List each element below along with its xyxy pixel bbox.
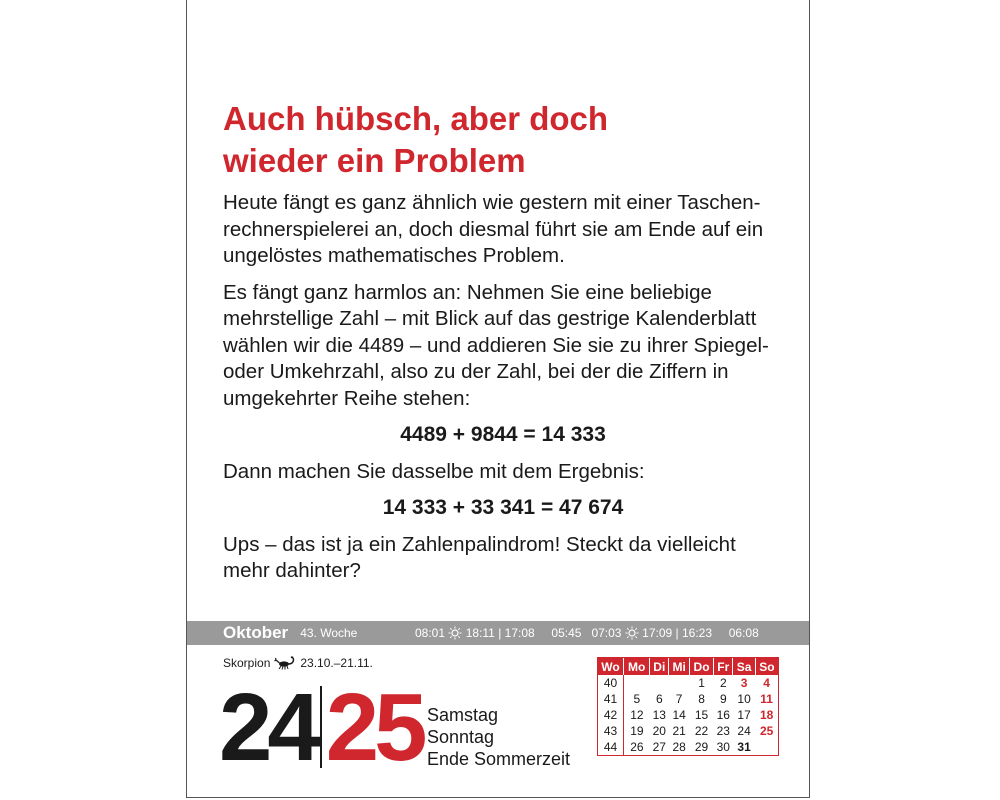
day-cell: 21 <box>672 724 686 738</box>
day-cell: 16 <box>716 708 730 722</box>
zodiac-range: 23.10.–21.11. <box>300 656 373 670</box>
mini-calendar-week-row <box>598 675 778 691</box>
title-line-1: Auch hübsch, aber doch <box>223 100 609 137</box>
day-cell: 6 <box>655 692 663 706</box>
day-cell: 27 <box>652 740 666 754</box>
day-cell: 29 <box>694 740 709 754</box>
date-divider <box>320 686 322 768</box>
article-body <box>223 190 783 595</box>
sun-moonrise: 16:23 <box>682 625 713 640</box>
day-cell: 11 <box>760 692 773 706</box>
divider: | <box>498 625 502 640</box>
holiday-note: Ende Sommerzeit <box>427 749 571 769</box>
info-bar <box>187 621 809 645</box>
day-cell: 24 <box>737 724 751 738</box>
moon-icon <box>715 627 725 640</box>
equation-1: 4489 + 9844 = 14 333 <box>400 423 606 446</box>
day-cell: 1 <box>698 676 705 690</box>
sun-icon <box>448 626 462 640</box>
week-label: 43. Woche <box>300 626 358 640</box>
sat-moonrise: 17:08 <box>504 625 535 640</box>
day-cell: 19 <box>630 724 644 738</box>
moon-icon <box>538 627 548 640</box>
day-cell: 3 <box>740 676 748 690</box>
mini-calendar-table <box>598 658 778 755</box>
sun-sunset: 17:09 <box>642 625 673 640</box>
day-name-saturday: Samstag <box>427 705 499 725</box>
mini-calendar <box>597 657 779 756</box>
sun-icon <box>625 626 639 640</box>
day-cell: 4 <box>763 676 770 690</box>
day-cell <box>669 675 690 691</box>
week-number-cell: 40 <box>598 675 624 691</box>
day-cell: 2 <box>719 676 727 690</box>
month-label: Oktober <box>223 623 289 642</box>
header-cell: Mi <box>669 658 690 675</box>
day-cell: 9 <box>719 692 727 706</box>
day-cell: 20 <box>652 724 666 738</box>
header-cell: Wo <box>598 658 624 675</box>
day-cell: 7 <box>675 692 683 706</box>
day-cell: 5 <box>633 692 641 706</box>
mini-calendar-week-row <box>598 691 778 707</box>
paragraph-2: Es fängt ganz harmlos an: Nehmen Sie eine beliebige mehrstellige Zahl – mit Blick auf das gestrige Kalenderblatt wählen wir die 4489 – und addieren Sie sie zu ihrer Spiegel- oder Umkehrzahl, also zu der Zahl, bei der die Ziffern in umgekehrter Reihe stehen: <box>223 280 769 410</box>
day-cell: 23 <box>716 724 730 738</box>
sat-sunset: 18:11 <box>465 625 495 640</box>
header-cell: Fr <box>714 658 733 675</box>
sat-sunrise: 08:01 <box>415 625 446 640</box>
sun-sunrise: 07:03 <box>591 625 622 640</box>
day-cell: 30 <box>716 740 730 754</box>
sat-moonset: 05:45 <box>551 625 582 640</box>
day-cell <box>650 675 669 691</box>
day-cell: 31 <box>737 740 751 754</box>
day-cell: 25 <box>759 724 774 738</box>
week-number-cell: 44 <box>598 739 624 755</box>
header-cell: Mo <box>624 658 650 675</box>
header-cell: So <box>755 658 778 675</box>
zodiac-info <box>223 656 373 670</box>
mini-calendar-week-row <box>598 723 778 739</box>
mini-calendar-week-row <box>598 707 778 723</box>
header-cell: Sa <box>733 658 755 675</box>
divider: | <box>675 625 679 640</box>
day-cell: 13 <box>652 708 666 722</box>
header-cell: Di <box>650 658 669 675</box>
week-number-cell: 41 <box>598 691 624 707</box>
day-cell: 18 <box>759 708 774 722</box>
header-cell: Do <box>689 658 713 675</box>
day-cell: 12 <box>630 708 644 722</box>
day-cell: 17 <box>737 708 751 722</box>
paragraph-1: Heute fängt es ganz ähnlich wie gestern mit einer Taschenrechnerspielerei an, doch diesmal führt sie am Ende auf ein ungelöstes mathematisches Problem. <box>223 191 764 267</box>
day-cell: 10 <box>737 692 751 706</box>
week-number-cell: 42 <box>598 707 624 723</box>
day-name-sunday: Sonntag <box>427 727 495 747</box>
week-number-cell: 43 <box>598 723 624 739</box>
day-number-sunday: 25 <box>325 674 423 781</box>
day-cell: 26 <box>630 740 644 754</box>
day-number-saturday: 24 <box>219 674 316 781</box>
day-cell: 14 <box>672 708 686 722</box>
day-cell: 8 <box>698 692 705 706</box>
big-date <box>219 674 423 781</box>
mini-calendar-week-row <box>598 739 778 755</box>
paragraph-4: Ups – das ist ja ein Zahlenpalindrom! Steckt da vielleicht mehr dahinter? <box>223 532 736 582</box>
equation-2: 14 333 + 33 341 = 47 674 <box>382 496 624 519</box>
day-cell: 15 <box>694 708 709 722</box>
day-cell: 22 <box>694 724 709 738</box>
day-cell <box>624 675 650 691</box>
article-title <box>223 98 783 182</box>
sun-moonset: 06:08 <box>728 625 759 640</box>
paragraph-3: Dann machen Sie dasselbe mit dem Ergebnis: <box>223 459 645 483</box>
calendar-page <box>186 0 810 798</box>
day-names <box>427 704 570 770</box>
day-cell: 28 <box>672 740 686 754</box>
mini-calendar-header <box>598 658 778 675</box>
zodiac-sign: Skorpion <box>223 656 271 670</box>
title-line-2: wieder ein Problem <box>223 142 526 179</box>
sun-moon-times <box>415 626 759 641</box>
day-cell <box>755 739 778 755</box>
scorpion-icon <box>274 656 296 670</box>
